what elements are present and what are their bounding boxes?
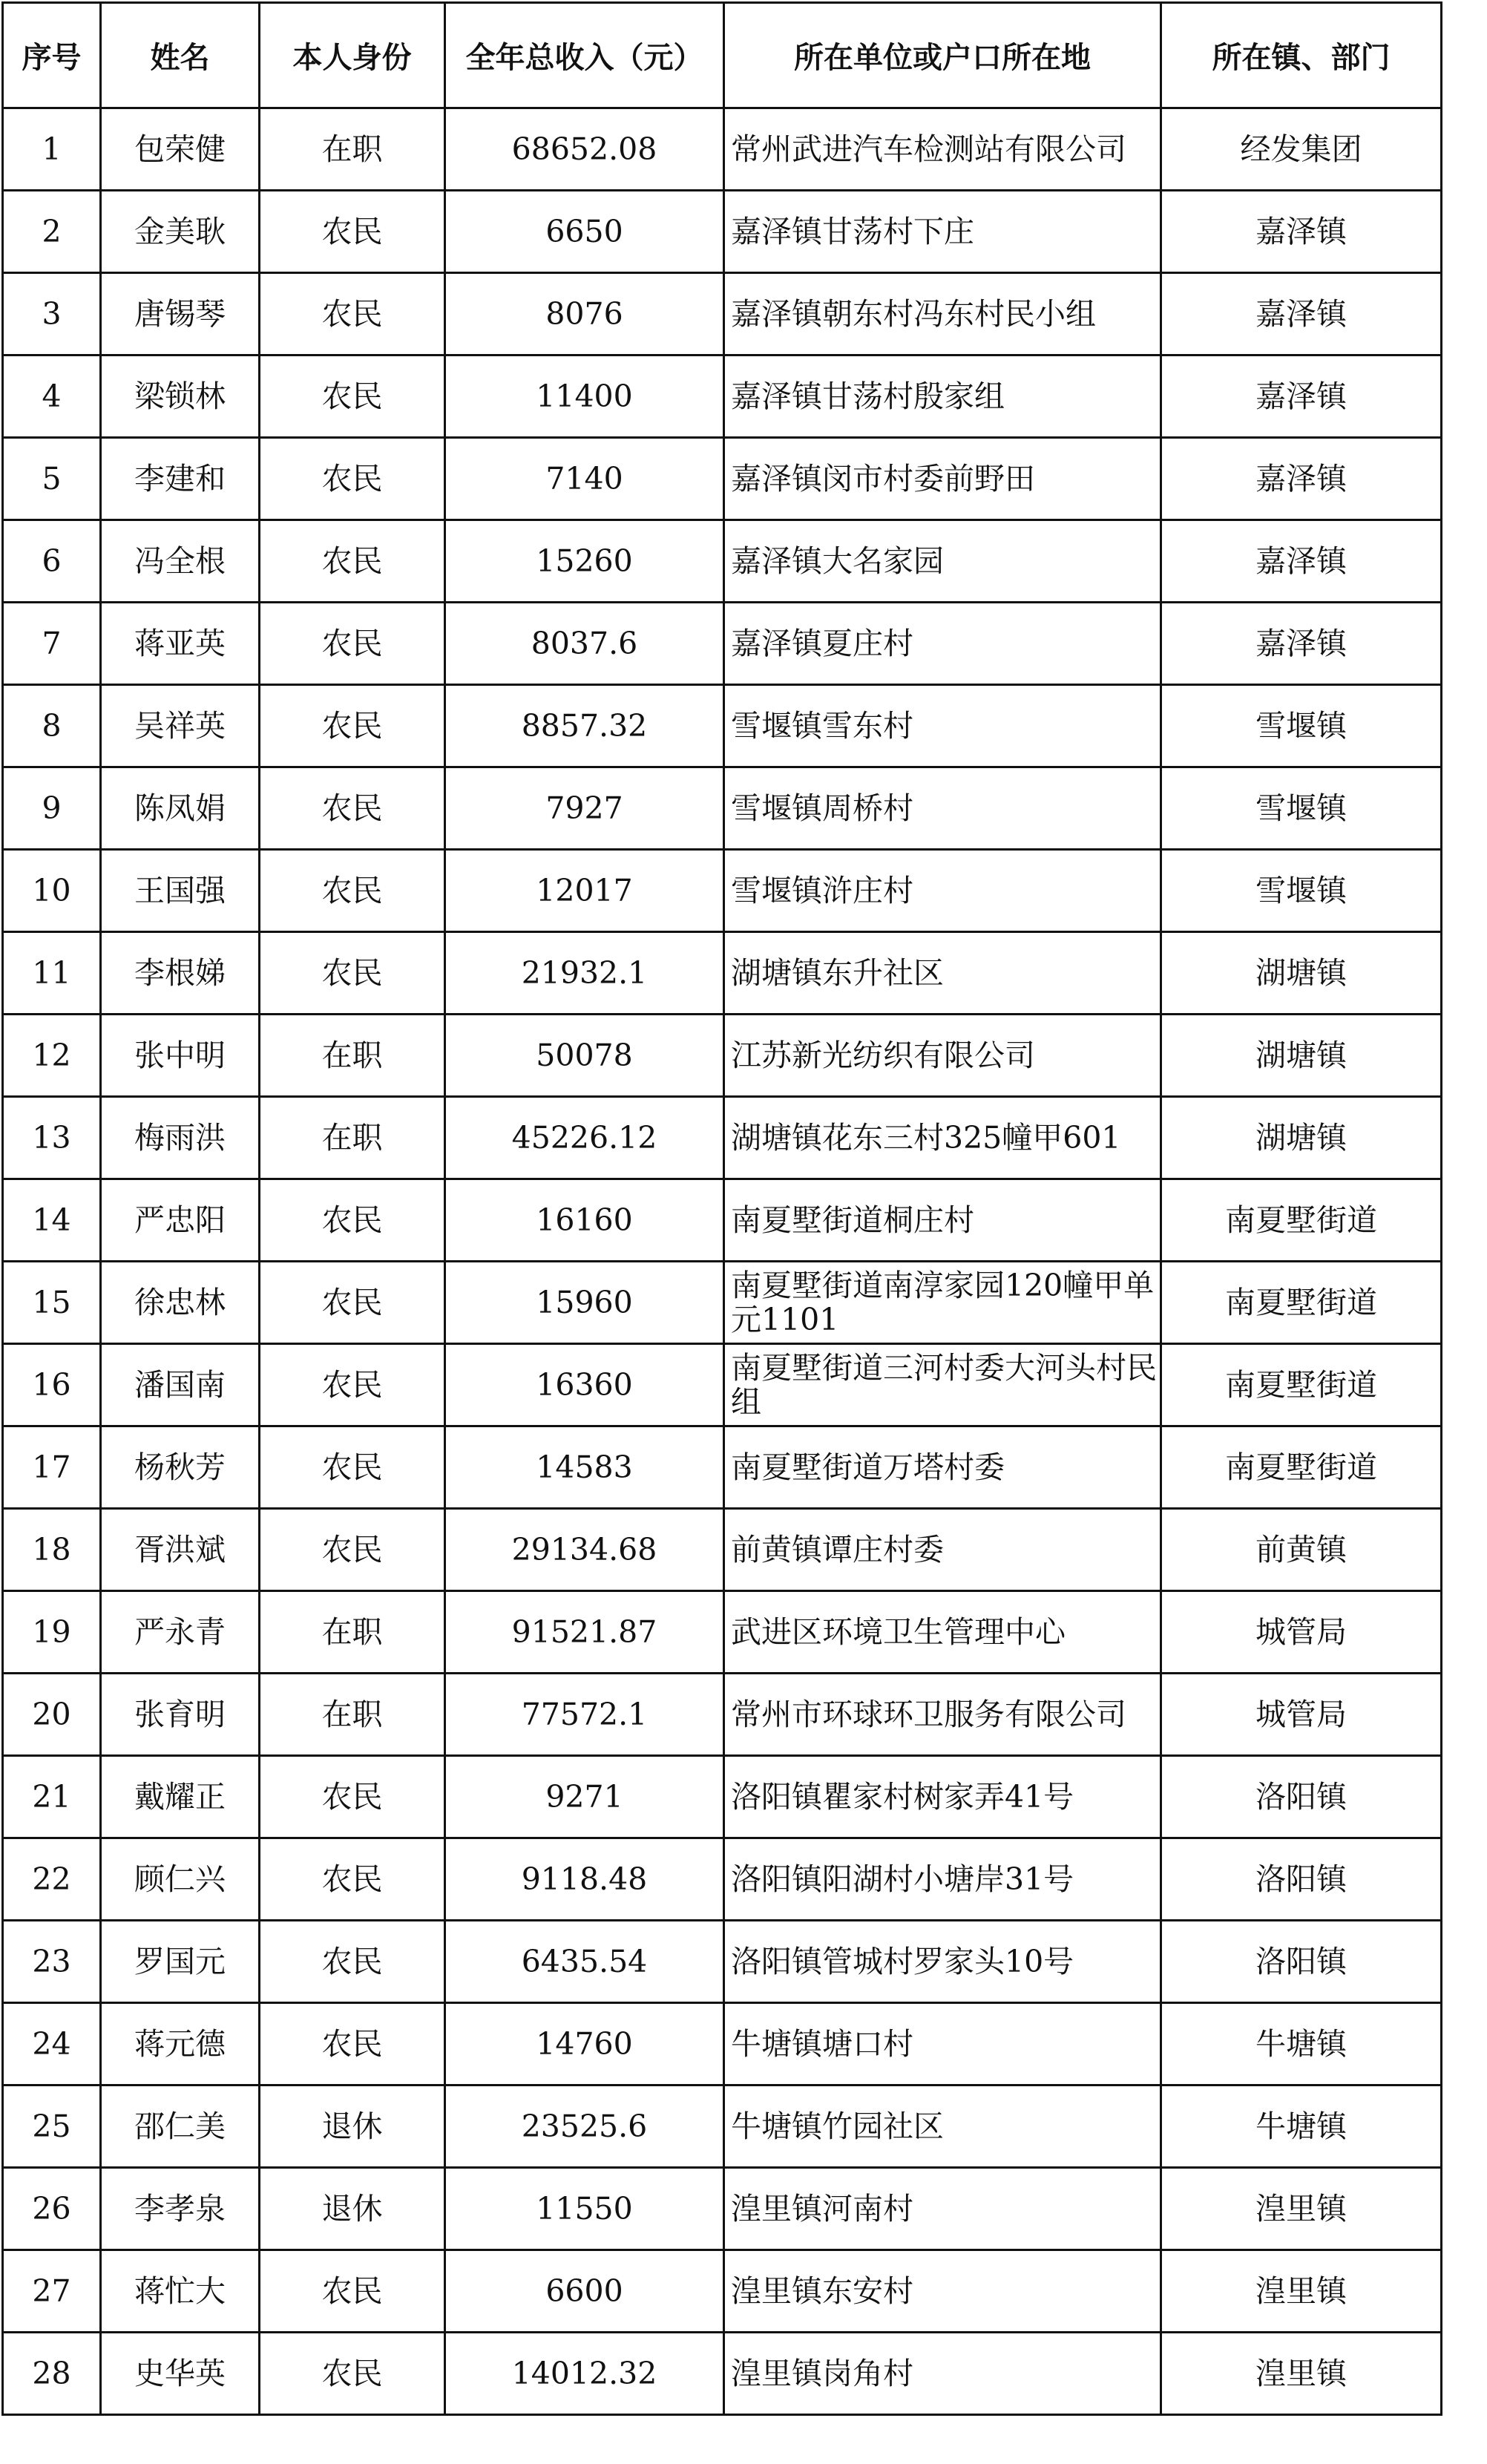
cell-income: 15960 xyxy=(445,1262,724,1344)
cell-unit: 雪堰镇周桥村 xyxy=(724,767,1161,850)
cell-unit: 前黄镇谭庄村委 xyxy=(724,1509,1161,1591)
table-row xyxy=(3,1674,1442,1756)
cell-name: 蒋亚英 xyxy=(101,603,260,685)
cell-unit: 南夏墅街道桐庄村 xyxy=(724,1179,1161,1262)
cell-unit: 嘉泽镇夏庄村 xyxy=(724,603,1161,685)
cell-dept: 雪堰镇 xyxy=(1161,850,1442,932)
cell-dept: 嘉泽镇 xyxy=(1161,603,1442,685)
cell-income: 45226.12 xyxy=(445,1097,724,1179)
cell-no: 5 xyxy=(3,438,101,520)
cell-identity: 农民 xyxy=(260,1838,445,1921)
cell-identity: 农民 xyxy=(260,1179,445,1262)
cell-no: 16 xyxy=(3,1344,101,1426)
table-row xyxy=(3,1838,1442,1921)
cell-dept: 南夏墅街道 xyxy=(1161,1262,1442,1344)
cell-identity: 农民 xyxy=(260,520,445,603)
cell-dept: 牛塘镇 xyxy=(1161,2003,1442,2085)
header-dept: 所在镇、部门 xyxy=(1161,3,1442,108)
table-row xyxy=(3,767,1442,850)
cell-unit: 湟里镇东安村 xyxy=(724,2250,1161,2333)
table-row xyxy=(3,1015,1442,1097)
cell-no: 28 xyxy=(3,2333,101,2415)
cell-no: 4 xyxy=(3,355,101,438)
cell-identity: 农民 xyxy=(260,932,445,1015)
cell-dept: 嘉泽镇 xyxy=(1161,355,1442,438)
cell-unit: 嘉泽镇甘荡村殷家组 xyxy=(724,355,1161,438)
cell-dept: 前黄镇 xyxy=(1161,1509,1442,1591)
table-row xyxy=(3,191,1442,273)
cell-income: 9271 xyxy=(445,1756,724,1838)
cell-dept: 湖塘镇 xyxy=(1161,1097,1442,1179)
cell-income: 16360 xyxy=(445,1344,724,1426)
cell-no: 23 xyxy=(3,1921,101,2003)
cell-name: 蒋元德 xyxy=(101,2003,260,2085)
cell-income: 50078 xyxy=(445,1015,724,1097)
cell-income: 29134.68 xyxy=(445,1509,724,1591)
cell-identity: 农民 xyxy=(260,850,445,932)
cell-no: 10 xyxy=(3,850,101,932)
cell-dept: 嘉泽镇 xyxy=(1161,438,1442,520)
cell-income: 14760 xyxy=(445,2003,724,2085)
cell-unit: 江苏新光纺织有限公司 xyxy=(724,1015,1161,1097)
cell-name: 王国强 xyxy=(101,850,260,932)
cell-dept: 湖塘镇 xyxy=(1161,932,1442,1015)
cell-income: 68652.08 xyxy=(445,108,724,191)
cell-dept: 湟里镇 xyxy=(1161,2250,1442,2333)
cell-name: 李孝泉 xyxy=(101,2168,260,2250)
cell-no: 21 xyxy=(3,1756,101,1838)
table-body xyxy=(3,108,1442,2415)
table-row xyxy=(3,2250,1442,2333)
table-row xyxy=(3,685,1442,767)
cell-name: 冯全根 xyxy=(101,520,260,603)
header-name: 姓名 xyxy=(101,3,260,108)
cell-dept: 嘉泽镇 xyxy=(1161,520,1442,603)
cell-name: 包荣健 xyxy=(101,108,260,191)
cell-unit: 嘉泽镇闵市村委前野田 xyxy=(724,438,1161,520)
table-row xyxy=(3,2333,1442,2415)
cell-unit: 牛塘镇塘口村 xyxy=(724,2003,1161,2085)
cell-income: 11400 xyxy=(445,355,724,438)
cell-dept: 雪堰镇 xyxy=(1161,685,1442,767)
cell-identity: 农民 xyxy=(260,1509,445,1591)
cell-no: 17 xyxy=(3,1426,101,1509)
cell-unit: 南夏墅街道万塔村委 xyxy=(724,1426,1161,1509)
cell-unit: 牛塘镇竹园社区 xyxy=(724,2085,1161,2168)
cell-no: 22 xyxy=(3,1838,101,1921)
cell-identity: 农民 xyxy=(260,355,445,438)
table-row xyxy=(3,1262,1442,1344)
cell-income: 91521.87 xyxy=(445,1591,724,1674)
cell-name: 杨秋芳 xyxy=(101,1426,260,1509)
income-table xyxy=(1,1,1442,2416)
table-row xyxy=(3,273,1442,355)
cell-dept: 洛阳镇 xyxy=(1161,1756,1442,1838)
cell-no: 20 xyxy=(3,1674,101,1756)
cell-name: 李建和 xyxy=(101,438,260,520)
header-income: 全年总收入（元） xyxy=(445,3,724,108)
table-row xyxy=(3,108,1442,191)
cell-name: 陈凤娟 xyxy=(101,767,260,850)
cell-no: 3 xyxy=(3,273,101,355)
cell-name: 戴耀正 xyxy=(101,1756,260,1838)
cell-income: 6435.54 xyxy=(445,1921,724,2003)
cell-identity: 农民 xyxy=(260,603,445,685)
cell-no: 14 xyxy=(3,1179,101,1262)
header-identity: 本人身份 xyxy=(260,3,445,108)
cell-no: 8 xyxy=(3,685,101,767)
cell-identity: 在职 xyxy=(260,108,445,191)
cell-identity: 农民 xyxy=(260,1426,445,1509)
cell-unit: 南夏墅街道南淳家园120幢甲单元1101 xyxy=(724,1262,1161,1344)
table-row xyxy=(3,850,1442,932)
cell-name: 史华英 xyxy=(101,2333,260,2415)
cell-dept: 经发集团 xyxy=(1161,108,1442,191)
cell-no: 1 xyxy=(3,108,101,191)
cell-dept: 洛阳镇 xyxy=(1161,1921,1442,2003)
cell-dept: 湖塘镇 xyxy=(1161,1015,1442,1097)
table-row xyxy=(3,355,1442,438)
cell-name: 蒋忙大 xyxy=(101,2250,260,2333)
table-row xyxy=(3,1591,1442,1674)
cell-unit: 雪堰镇雪东村 xyxy=(724,685,1161,767)
cell-income: 23525.6 xyxy=(445,2085,724,2168)
header-unit: 所在单位或户口所在地 xyxy=(724,3,1161,108)
cell-no: 9 xyxy=(3,767,101,850)
cell-name: 金美耿 xyxy=(101,191,260,273)
cell-unit: 湟里镇河南村 xyxy=(724,2168,1161,2250)
cell-name: 梅雨洪 xyxy=(101,1097,260,1179)
cell-income: 14012.32 xyxy=(445,2333,724,2415)
cell-unit: 嘉泽镇朝东村冯东村民小组 xyxy=(724,273,1161,355)
cell-no: 7 xyxy=(3,603,101,685)
cell-name: 吴祥英 xyxy=(101,685,260,767)
cell-dept: 雪堰镇 xyxy=(1161,767,1442,850)
table-row xyxy=(3,1344,1442,1426)
cell-identity: 农民 xyxy=(260,767,445,850)
cell-identity: 农民 xyxy=(260,191,445,273)
cell-income: 11550 xyxy=(445,2168,724,2250)
table-row xyxy=(3,2085,1442,2168)
cell-identity: 农民 xyxy=(260,2250,445,2333)
cell-unit: 南夏墅街道三河村委大河头村民组 xyxy=(724,1344,1161,1426)
cell-dept: 洛阳镇 xyxy=(1161,1838,1442,1921)
cell-unit: 常州市环球环卫服务有限公司 xyxy=(724,1674,1161,1756)
cell-no: 18 xyxy=(3,1509,101,1591)
table-row xyxy=(3,520,1442,603)
cell-identity: 在职 xyxy=(260,1591,445,1674)
cell-no: 24 xyxy=(3,2003,101,2085)
cell-unit: 洛阳镇阳湖村小塘岸31号 xyxy=(724,1838,1161,1921)
cell-identity: 农民 xyxy=(260,1921,445,2003)
cell-no: 19 xyxy=(3,1591,101,1674)
table-row xyxy=(3,1921,1442,2003)
cell-income: 77572.1 xyxy=(445,1674,724,1756)
cell-no: 15 xyxy=(3,1262,101,1344)
cell-name: 顾仁兴 xyxy=(101,1838,260,1921)
table-row xyxy=(3,2168,1442,2250)
cell-income: 6600 xyxy=(445,2250,724,2333)
cell-identity: 在职 xyxy=(260,1674,445,1756)
cell-no: 11 xyxy=(3,932,101,1015)
table-row xyxy=(3,1756,1442,1838)
cell-no: 26 xyxy=(3,2168,101,2250)
cell-dept: 南夏墅街道 xyxy=(1161,1179,1442,1262)
table-row xyxy=(3,1426,1442,1509)
cell-no: 2 xyxy=(3,191,101,273)
cell-income: 8037.6 xyxy=(445,603,724,685)
cell-identity: 农民 xyxy=(260,2003,445,2085)
cell-income: 15260 xyxy=(445,520,724,603)
cell-identity: 农民 xyxy=(260,1344,445,1426)
cell-identity: 农民 xyxy=(260,1262,445,1344)
cell-identity: 农民 xyxy=(260,438,445,520)
cell-income: 14583 xyxy=(445,1426,724,1509)
cell-identity: 退休 xyxy=(260,2085,445,2168)
cell-name: 徐忠林 xyxy=(101,1262,260,1344)
cell-name: 张育明 xyxy=(101,1674,260,1756)
cell-income: 21932.1 xyxy=(445,932,724,1015)
cell-identity: 在职 xyxy=(260,1015,445,1097)
cell-name: 严永青 xyxy=(101,1591,260,1674)
cell-identity: 农民 xyxy=(260,685,445,767)
cell-name: 胥洪斌 xyxy=(101,1509,260,1591)
cell-dept: 城管局 xyxy=(1161,1674,1442,1756)
cell-identity: 农民 xyxy=(260,273,445,355)
cell-income: 9118.48 xyxy=(445,1838,724,1921)
cell-unit: 湖塘镇花东三村325幢甲601 xyxy=(724,1097,1161,1179)
cell-name: 唐锡琴 xyxy=(101,273,260,355)
cell-dept: 湟里镇 xyxy=(1161,2333,1442,2415)
table-row xyxy=(3,932,1442,1015)
cell-unit: 湟里镇岗角村 xyxy=(724,2333,1161,2415)
cell-identity: 在职 xyxy=(260,1097,445,1179)
cell-dept: 湟里镇 xyxy=(1161,2168,1442,2250)
cell-income: 8857.32 xyxy=(445,685,724,767)
cell-income: 16160 xyxy=(445,1179,724,1262)
cell-income: 7927 xyxy=(445,767,724,850)
cell-identity: 退休 xyxy=(260,2168,445,2250)
cell-dept: 南夏墅街道 xyxy=(1161,1426,1442,1509)
cell-unit: 常州武进汽车检测站有限公司 xyxy=(724,108,1161,191)
cell-no: 13 xyxy=(3,1097,101,1179)
table-row xyxy=(3,1509,1442,1591)
cell-unit: 雪堰镇浒庄村 xyxy=(724,850,1161,932)
table-row xyxy=(3,1179,1442,1262)
cell-no: 25 xyxy=(3,2085,101,2168)
table-row xyxy=(3,438,1442,520)
cell-name: 梁锁林 xyxy=(101,355,260,438)
cell-name: 李根娣 xyxy=(101,932,260,1015)
cell-unit: 洛阳镇瞿家村树家弄41号 xyxy=(724,1756,1161,1838)
cell-name: 邵仁美 xyxy=(101,2085,260,2168)
cell-name: 罗国元 xyxy=(101,1921,260,2003)
cell-name: 潘国南 xyxy=(101,1344,260,1426)
cell-dept: 牛塘镇 xyxy=(1161,2085,1442,2168)
cell-no: 6 xyxy=(3,520,101,603)
cell-no: 27 xyxy=(3,2250,101,2333)
cell-dept: 嘉泽镇 xyxy=(1161,273,1442,355)
table-row xyxy=(3,1097,1442,1179)
cell-income: 8076 xyxy=(445,273,724,355)
cell-unit: 湖塘镇东升社区 xyxy=(724,932,1161,1015)
table-row xyxy=(3,2003,1442,2085)
cell-unit: 嘉泽镇大名家园 xyxy=(724,520,1161,603)
header-row xyxy=(3,3,1442,108)
cell-unit: 嘉泽镇甘荡村下庄 xyxy=(724,191,1161,273)
cell-unit: 洛阳镇管城村罗家头10号 xyxy=(724,1921,1161,2003)
header-no: 序号 xyxy=(3,3,101,108)
cell-dept: 南夏墅街道 xyxy=(1161,1344,1442,1426)
cell-income: 12017 xyxy=(445,850,724,932)
cell-identity: 农民 xyxy=(260,2333,445,2415)
cell-dept: 嘉泽镇 xyxy=(1161,191,1442,273)
table-row xyxy=(3,603,1442,685)
cell-income: 6650 xyxy=(445,191,724,273)
cell-name: 张中明 xyxy=(101,1015,260,1097)
cell-name: 严忠阳 xyxy=(101,1179,260,1262)
cell-no: 12 xyxy=(3,1015,101,1097)
cell-unit: 武进区环境卫生管理中心 xyxy=(724,1591,1161,1674)
cell-dept: 城管局 xyxy=(1161,1591,1442,1674)
cell-income: 7140 xyxy=(445,438,724,520)
cell-identity: 农民 xyxy=(260,1756,445,1838)
